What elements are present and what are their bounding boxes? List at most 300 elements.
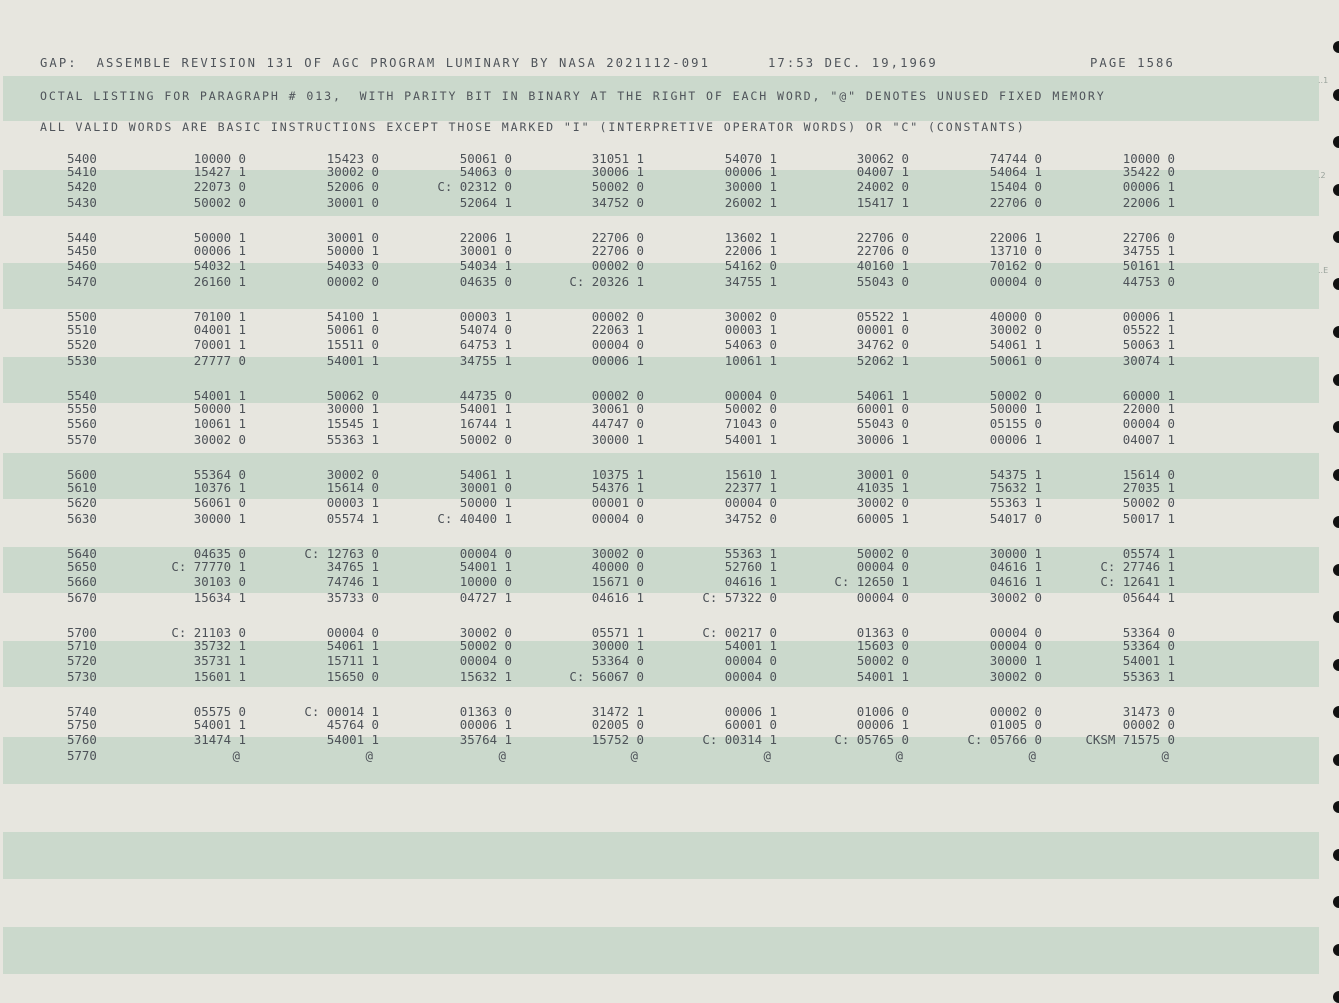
row-address: 5610 — [67, 480, 97, 495]
octal-word: 50063 1 — [1122, 337, 1175, 352]
octal-word: C: 77770 1 — [171, 559, 246, 574]
octal-word: 00004 0 — [459, 653, 512, 668]
octal-word: 30000 1 — [591, 432, 644, 447]
octal-word: 00003 1 — [724, 322, 777, 337]
octal-word: 15601 1 — [193, 669, 246, 684]
octal-word: 27777 0 — [193, 353, 246, 368]
row-address: 5550 — [67, 401, 97, 416]
octal-word: 54063 0 — [724, 337, 777, 352]
octal-word: 26160 1 — [193, 274, 246, 289]
octal-word: 00006 1 — [591, 353, 644, 368]
octal-word: 30002 0 — [193, 432, 246, 447]
octal-word: 00004 0 — [724, 388, 777, 403]
octal-word: 30002 0 — [989, 322, 1042, 337]
octal-word: CKSM 71575 0 — [1085, 732, 1175, 747]
octal-word: 05522 1 — [1122, 322, 1175, 337]
octal-word: C: 00014 1 — [304, 704, 379, 719]
octal-word: 54061 1 — [459, 467, 512, 482]
octal-word: 54061 1 — [989, 337, 1042, 352]
octal-word: 55043 0 — [856, 416, 909, 431]
octal-word: 00002 0 — [591, 258, 644, 273]
row-address: 5760 — [67, 732, 97, 747]
row-address: 5540 — [67, 388, 97, 403]
row-address: 5750 — [67, 717, 97, 732]
octal-word: 04727 1 — [459, 590, 512, 605]
octal-word: 15404 0 — [989, 179, 1042, 194]
octal-word: 41035 1 — [856, 480, 909, 495]
octal-word: 50000 1 — [193, 401, 246, 416]
row-address: 5560 — [67, 416, 97, 431]
octal-word: 30001 0 — [326, 230, 379, 245]
octal-word: 40160 1 — [856, 258, 909, 273]
row-address: 5770 — [67, 748, 97, 763]
octal-word: 22000 1 — [1122, 401, 1175, 416]
octal-word: @ — [232, 748, 240, 763]
octal-word: 55363 1 — [326, 432, 379, 447]
octal-word: 22377 1 — [724, 480, 777, 495]
row-address: 5430 — [67, 195, 97, 210]
octal-word: 44747 0 — [591, 416, 644, 431]
octal-word: 15634 1 — [193, 590, 246, 605]
octal-word: 22073 0 — [193, 179, 246, 194]
octal-word: 00003 1 — [326, 495, 379, 510]
octal-word: 04616 1 — [724, 574, 777, 589]
octal-word: 56061 0 — [193, 495, 246, 510]
feed-hole — [1333, 849, 1339, 861]
octal-word: C: 00314 1 — [702, 732, 777, 747]
octal-word: 54001 1 — [724, 432, 777, 447]
octal-word: 54074 0 — [459, 322, 512, 337]
octal-word: 04007 1 — [1122, 432, 1175, 447]
octal-word: 34762 0 — [856, 337, 909, 352]
octal-word: 22006 1 — [989, 230, 1042, 245]
row-address: 5630 — [67, 511, 97, 526]
octal-word: 01006 0 — [856, 704, 909, 719]
octal-word: 45764 0 — [326, 717, 379, 732]
octal-word: 22006 1 — [724, 243, 777, 258]
octal-word: C: 27746 1 — [1100, 559, 1175, 574]
octal-word: 54001 1 — [856, 669, 909, 684]
octal-word: C: 12641 1 — [1100, 574, 1175, 589]
octal-word: 00001 0 — [856, 322, 909, 337]
octal-word: 70162 0 — [989, 258, 1042, 273]
octal-word: 55363 1 — [989, 495, 1042, 510]
octal-word: 54001 1 — [724, 638, 777, 653]
octal-word: 04635 0 — [459, 274, 512, 289]
octal-word: 50000 1 — [326, 243, 379, 258]
octal-word: 55363 1 — [724, 546, 777, 561]
octal-word: 10375 1 — [591, 467, 644, 482]
tractor-feed-holes — [1329, 0, 1339, 1000]
margin-tick: ..E — [1318, 266, 1329, 275]
octal-word: 00004 0 — [989, 638, 1042, 653]
octal-word: 00004 0 — [724, 653, 777, 668]
octal-word: 05574 1 — [326, 511, 379, 526]
octal-word: 53364 0 — [1122, 625, 1175, 640]
octal-word: @ — [763, 748, 771, 763]
octal-word: 50002 0 — [193, 195, 246, 210]
octal-word: C: 40400 1 — [437, 511, 512, 526]
octal-word: 54033 0 — [326, 258, 379, 273]
octal-word: 34755 1 — [1122, 243, 1175, 258]
octal-word: 40000 0 — [591, 559, 644, 574]
octal-word: 00004 0 — [1122, 416, 1175, 431]
header-timestamp: 17:53 DEC. 19,1969 — [768, 56, 938, 70]
feed-hole — [1333, 41, 1339, 53]
octal-word: 15511 0 — [326, 337, 379, 352]
octal-word: 54100 1 — [326, 309, 379, 324]
octal-word: @ — [630, 748, 638, 763]
octal-word: 00004 0 — [989, 625, 1042, 640]
octal-word: 52064 1 — [459, 195, 512, 210]
octal-word: 30002 0 — [989, 669, 1042, 684]
octal-word: 10061 1 — [724, 353, 777, 368]
octal-word: 50017 1 — [1122, 511, 1175, 526]
octal-word: C: 56067 0 — [569, 669, 644, 684]
octal-word: 60001 0 — [856, 401, 909, 416]
row-address: 5400 — [67, 151, 97, 166]
octal-word: C: 12763 0 — [304, 546, 379, 561]
row-address: 5650 — [67, 559, 97, 574]
header-line-2: OCTAL LISTING FOR PARAGRAPH # 013, WITH PARITY BIT IN BINARY AT THE RIGHT OF EACH WORD, "@" DENOTES UNUSED FIXED MEMORY — [40, 89, 1106, 103]
octal-word: 30002 0 — [326, 467, 379, 482]
octal-word: 22063 1 — [591, 322, 644, 337]
octal-word: 50002 0 — [724, 401, 777, 416]
row-address: 5600 — [67, 467, 97, 482]
octal-word: 34765 1 — [326, 559, 379, 574]
octal-word: 31474 1 — [193, 732, 246, 747]
octal-word: 10376 1 — [193, 480, 246, 495]
octal-word: 50061 0 — [989, 353, 1042, 368]
octal-word: 00006 1 — [1122, 309, 1175, 324]
octal-word: C: 02312 0 — [437, 179, 512, 194]
row-address: 5620 — [67, 495, 97, 510]
octal-word: 44735 0 — [459, 388, 512, 403]
feed-hole — [1333, 611, 1339, 623]
octal-word: 22006 1 — [459, 230, 512, 245]
octal-word: 04616 1 — [591, 590, 644, 605]
octal-word: 00004 0 — [724, 495, 777, 510]
feed-hole — [1333, 231, 1339, 243]
row-address: 5640 — [67, 546, 97, 561]
octal-word: 10000 0 — [459, 574, 512, 589]
octal-word: @ — [895, 748, 903, 763]
octal-word: 22706 0 — [591, 243, 644, 258]
feed-hole — [1333, 564, 1339, 576]
octal-word: 24002 0 — [856, 179, 909, 194]
octal-word: 53364 0 — [1122, 638, 1175, 653]
octal-word: 13710 0 — [989, 243, 1042, 258]
octal-word: 04001 1 — [193, 322, 246, 337]
octal-word: 54064 1 — [989, 164, 1042, 179]
octal-word: 54375 1 — [989, 467, 1042, 482]
octal-word: 74744 0 — [989, 151, 1042, 166]
octal-word: 54070 1 — [724, 151, 777, 166]
octal-word: 30074 1 — [1122, 353, 1175, 368]
row-address: 5570 — [67, 432, 97, 447]
feed-hole — [1333, 754, 1339, 766]
octal-word: 54001 1 — [326, 732, 379, 747]
octal-word: 00002 0 — [591, 388, 644, 403]
octal-word: 00006 1 — [1122, 179, 1175, 194]
octal-word: 50062 0 — [326, 388, 379, 403]
octal-word: 50161 1 — [1122, 258, 1175, 273]
octal-word: 15752 0 — [591, 732, 644, 747]
octal-word: 35731 1 — [193, 653, 246, 668]
feed-hole — [1333, 801, 1339, 813]
margin-tick: .2 — [1318, 171, 1326, 180]
feed-hole — [1333, 184, 1339, 196]
octal-word: 55363 1 — [1122, 669, 1175, 684]
octal-word: 64753 1 — [459, 337, 512, 352]
row-address: 5500 — [67, 309, 97, 324]
octal-word: 30001 0 — [856, 467, 909, 482]
row-address: 5700 — [67, 625, 97, 640]
octal-word: 30002 0 — [459, 625, 512, 640]
octal-word: 75632 1 — [989, 480, 1042, 495]
octal-word: 22706 0 — [856, 230, 909, 245]
header-line-1 — [40, 56, 710, 70]
row-address: 5740 — [67, 704, 97, 719]
octal-word: 71043 0 — [724, 416, 777, 431]
octal-word: 10000 0 — [193, 151, 246, 166]
octal-word: 60001 0 — [724, 717, 777, 732]
octal-word: 52062 1 — [856, 353, 909, 368]
octal-word: @ — [365, 748, 373, 763]
feed-hole — [1333, 659, 1339, 671]
octal-word: 05575 0 — [193, 704, 246, 719]
octal-word: 50000 1 — [989, 401, 1042, 416]
octal-word: 30061 0 — [591, 401, 644, 416]
row-address: 5510 — [67, 322, 97, 337]
octal-word: 50002 0 — [989, 388, 1042, 403]
octal-word: 02005 0 — [591, 717, 644, 732]
octal-word: 16744 1 — [459, 416, 512, 431]
octal-word: 00006 1 — [989, 432, 1042, 447]
octal-word: C: 20326 1 — [569, 274, 644, 289]
octal-word: 00004 0 — [591, 511, 644, 526]
octal-word: 00006 1 — [459, 717, 512, 732]
octal-word: 34755 1 — [459, 353, 512, 368]
feed-hole — [1333, 991, 1339, 1003]
octal-word: 27035 1 — [1122, 480, 1175, 495]
octal-word: 30062 0 — [856, 151, 909, 166]
octal-word: 00004 0 — [856, 559, 909, 574]
octal-word: 00004 0 — [989, 274, 1042, 289]
feed-hole — [1333, 278, 1339, 290]
octal-word: C: 57322 0 — [702, 590, 777, 605]
octal-word: 22706 0 — [989, 195, 1042, 210]
feed-hole — [1333, 706, 1339, 718]
feed-hole — [1333, 136, 1339, 148]
row-address: 5470 — [67, 274, 97, 289]
octal-word: 30000 1 — [989, 546, 1042, 561]
octal-word: 50002 0 — [459, 432, 512, 447]
octal-word: 55364 0 — [193, 467, 246, 482]
header-title: GAP: ASSEMBLE REVISION 131 OF AGC PROGRAM LUMINARY BY NASA 2021112-091 — [40, 56, 711, 70]
octal-word: 15423 0 — [326, 151, 379, 166]
octal-word: 70001 1 — [193, 337, 246, 352]
header-page-number: PAGE 1586 — [1090, 56, 1175, 70]
octal-word: 54032 1 — [193, 258, 246, 273]
octal-word: 34752 0 — [724, 511, 777, 526]
octal-word: 70100 1 — [193, 309, 246, 324]
row-address: 5460 — [67, 258, 97, 273]
octal-word: 00004 0 — [326, 625, 379, 640]
octal-word: 30103 0 — [193, 574, 246, 589]
octal-word: 13602 1 — [724, 230, 777, 245]
octal-word: 04007 1 — [856, 164, 909, 179]
row-address: 5720 — [67, 653, 97, 668]
octal-word: 00004 0 — [459, 546, 512, 561]
octal-word: 30000 1 — [193, 511, 246, 526]
octal-word: 60000 1 — [1122, 388, 1175, 403]
octal-word: 05571 1 — [591, 625, 644, 640]
row-address: 5410 — [67, 164, 97, 179]
octal-word: 34752 0 — [591, 195, 644, 210]
octal-word: 52006 0 — [326, 179, 379, 194]
octal-word: C: 00217 0 — [702, 625, 777, 640]
octal-word: C: 05766 0 — [967, 732, 1042, 747]
octal-word: 34755 1 — [724, 274, 777, 289]
octal-word: 04616 1 — [989, 559, 1042, 574]
octal-word: 15427 1 — [193, 164, 246, 179]
octal-word: 22706 0 — [856, 243, 909, 258]
octal-word: C: 05765 0 — [834, 732, 909, 747]
octal-word: 05574 1 — [1122, 546, 1175, 561]
octal-word: 40000 0 — [989, 309, 1042, 324]
paper-band — [3, 927, 1319, 974]
octal-word: 00003 1 — [459, 309, 512, 324]
octal-word: 30000 1 — [989, 653, 1042, 668]
feed-hole — [1333, 374, 1339, 386]
octal-word: 15417 1 — [856, 195, 909, 210]
octal-word: 50000 1 — [459, 495, 512, 510]
octal-word: 30002 0 — [989, 590, 1042, 605]
octal-word: 05155 0 — [989, 416, 1042, 431]
octal-word: 01363 0 — [856, 625, 909, 640]
octal-word: 30000 1 — [326, 401, 379, 416]
feed-hole — [1333, 944, 1339, 956]
octal-word: 22706 0 — [1122, 230, 1175, 245]
octal-word: 00002 0 — [326, 274, 379, 289]
octal-word: 26002 1 — [724, 195, 777, 210]
octal-word: C: 21103 0 — [171, 625, 246, 640]
octal-word: 30006 1 — [591, 164, 644, 179]
octal-word: 15650 0 — [326, 669, 379, 684]
octal-word: 74746 1 — [326, 574, 379, 589]
octal-word: 52760 1 — [724, 559, 777, 574]
row-address: 5730 — [67, 669, 97, 684]
row-address: 5530 — [67, 353, 97, 368]
octal-word: 54061 1 — [326, 638, 379, 653]
octal-word: 04616 1 — [989, 574, 1042, 589]
octal-word: 50061 0 — [459, 151, 512, 166]
octal-word: 15614 0 — [1122, 467, 1175, 482]
octal-word: 30001 0 — [459, 243, 512, 258]
octal-word: 31472 1 — [591, 704, 644, 719]
octal-word: 35733 0 — [326, 590, 379, 605]
octal-word: 00006 1 — [724, 704, 777, 719]
octal-word: 01005 0 — [989, 717, 1042, 732]
octal-word: 00004 0 — [591, 337, 644, 352]
feed-hole — [1333, 326, 1339, 338]
octal-word: 05644 1 — [1122, 590, 1175, 605]
octal-word: 00006 1 — [856, 717, 909, 732]
octal-word: 30000 1 — [591, 638, 644, 653]
octal-word: 00006 1 — [193, 243, 246, 258]
octal-word: 55043 0 — [856, 274, 909, 289]
octal-word: 53364 0 — [591, 653, 644, 668]
octal-word: 50061 0 — [326, 322, 379, 337]
octal-word: 15671 0 — [591, 574, 644, 589]
octal-word: 04635 0 — [193, 546, 246, 561]
octal-word: 10061 1 — [193, 416, 246, 431]
octal-word: 54001 1 — [326, 353, 379, 368]
octal-word: 00004 0 — [724, 669, 777, 684]
feed-hole — [1333, 896, 1339, 908]
octal-word: 00001 0 — [591, 495, 644, 510]
margin-tick: ..1 — [1318, 76, 1329, 85]
octal-word: 54063 0 — [459, 164, 512, 179]
octal-word: 50002 0 — [856, 546, 909, 561]
octal-word: 01363 0 — [459, 704, 512, 719]
octal-word: C: 12650 1 — [834, 574, 909, 589]
row-address: 5440 — [67, 230, 97, 245]
paper-band — [3, 832, 1319, 879]
octal-word: 15614 0 — [326, 480, 379, 495]
row-address: 5520 — [67, 337, 97, 352]
row-address: 5660 — [67, 574, 97, 589]
octal-word: 31473 0 — [1122, 704, 1175, 719]
feed-hole — [1333, 516, 1339, 528]
octal-word: 54017 0 — [989, 511, 1042, 526]
octal-word: 50002 0 — [856, 653, 909, 668]
octal-word: 54001 1 — [193, 717, 246, 732]
octal-word: @ — [1028, 748, 1036, 763]
octal-word: 50000 1 — [193, 230, 246, 245]
octal-word: 00002 0 — [591, 309, 644, 324]
feed-hole — [1333, 421, 1339, 433]
octal-word: 30000 1 — [724, 179, 777, 194]
octal-word: 35422 0 — [1122, 164, 1175, 179]
feed-hole — [1333, 89, 1339, 101]
octal-word: 15711 1 — [326, 653, 379, 668]
octal-word: 00004 0 — [856, 590, 909, 605]
octal-word: 54001 1 — [1122, 653, 1175, 668]
octal-word: 31051 1 — [591, 151, 644, 166]
octal-word: 15610 1 — [724, 467, 777, 482]
octal-word: 30006 1 — [856, 432, 909, 447]
octal-word: 54001 1 — [459, 401, 512, 416]
octal-word: @ — [498, 748, 506, 763]
octal-word: 54034 1 — [459, 258, 512, 273]
octal-word: 60005 1 — [856, 511, 909, 526]
octal-word: 54061 1 — [856, 388, 909, 403]
row-address: 5710 — [67, 638, 97, 653]
feed-hole — [1333, 469, 1339, 481]
octal-word: 22006 1 — [1122, 195, 1175, 210]
octal-word: 30002 0 — [856, 495, 909, 510]
octal-word: 30002 0 — [591, 546, 644, 561]
octal-word: 15603 0 — [856, 638, 909, 653]
octal-word: 30002 0 — [326, 164, 379, 179]
octal-word: 00002 0 — [989, 704, 1042, 719]
octal-word: 22706 0 — [591, 230, 644, 245]
octal-word: 54001 1 — [459, 559, 512, 574]
octal-word: 54162 0 — [724, 258, 777, 273]
octal-word: 10000 0 — [1122, 151, 1175, 166]
